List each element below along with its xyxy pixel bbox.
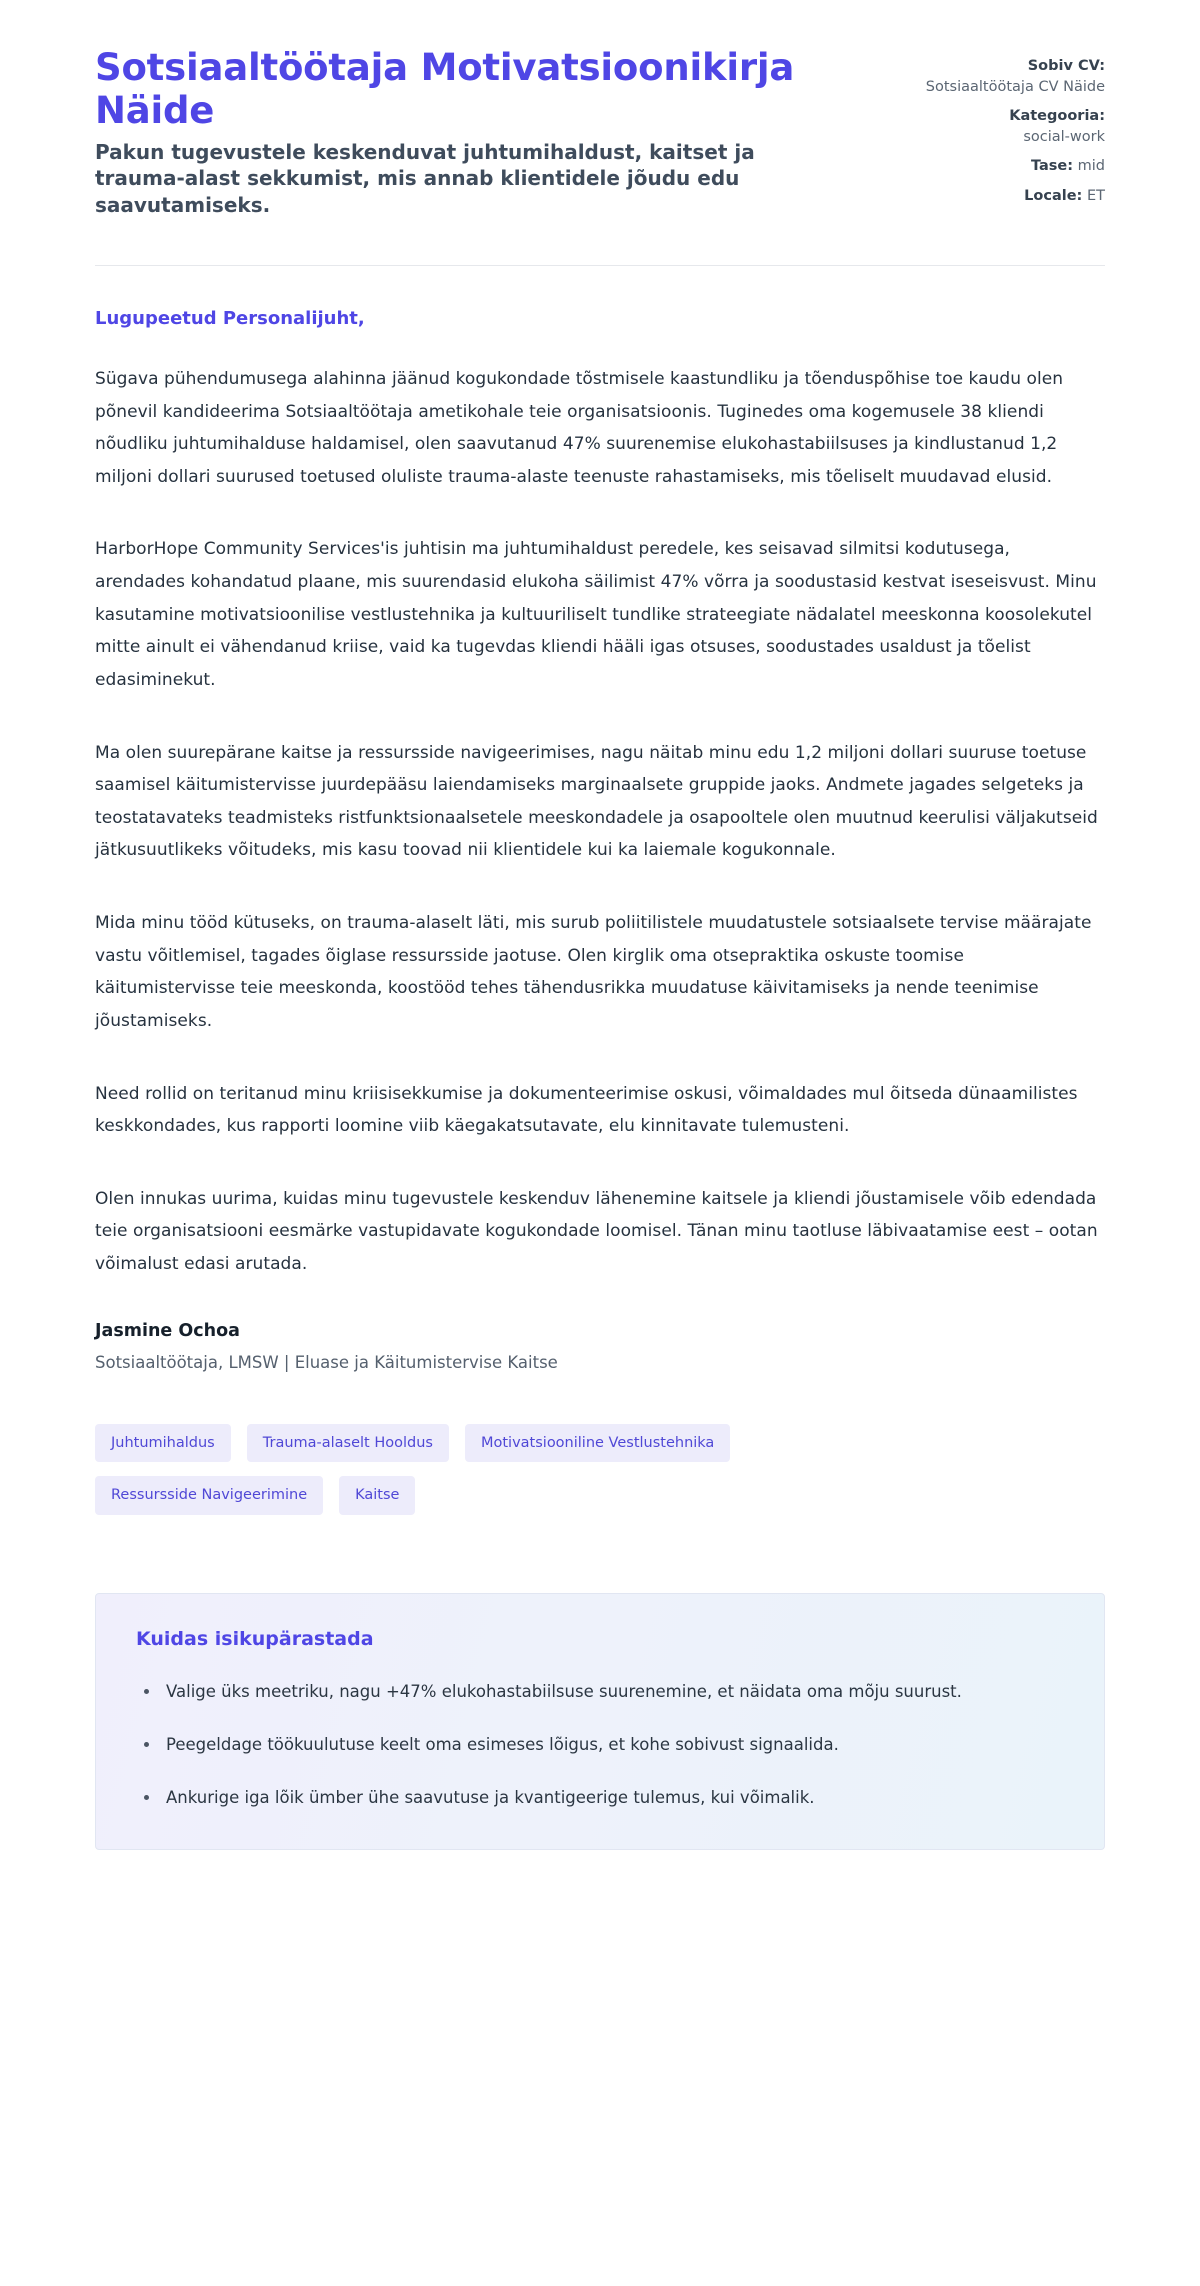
skill-tag-list — [95, 1424, 815, 1515]
signature-name: Jasmine Ochoa — [95, 1320, 240, 1341]
letter-paragraphs — [95, 363, 1105, 1281]
meta-locale-label: Locale: — [1024, 187, 1083, 204]
signature-block — [95, 1321, 1105, 1372]
skill-tag[interactable]: Ressursside Navigeerimine — [95, 1476, 323, 1515]
meta-locale-value: ET — [1086, 187, 1105, 204]
callout-list-item: Peegeldage töökuulutuse keelt oma esimeses lõigus, et kohe sobivust signaalida. — [158, 1729, 1064, 1760]
meta-category — [895, 106, 1105, 147]
callout-list — [136, 1676, 1064, 1813]
callout-list-item: Ankurige iga lõik ümber ühe saavutuse ja kvantigeerige tulemus, kui võimalik. — [158, 1782, 1064, 1813]
meta-matching-cv-value: Sotsiaaltöötaja CV Näide — [925, 78, 1105, 95]
callout-title: Kuidas isikupärastada — [136, 1627, 374, 1650]
meta-level — [895, 156, 1105, 177]
document-header — [95, 46, 1105, 219]
page-subtitle: Pakun tugevustele keskenduvat juhtumihaldust, kaitset ja trauma-alast sekkumist, mis annab klientidele jõudu edu saavutamiseks. — [95, 139, 755, 218]
skill-tag[interactable]: Trauma-alaselt Hooldus — [247, 1424, 449, 1463]
header-title-group — [95, 46, 855, 219]
page-title: Sotsiaaltöötaja Motivatsioonikirja Näide — [95, 46, 795, 133]
letter-body — [95, 266, 1105, 1281]
letter-paragraph: HarborHope Community Services'is juhtisin ma juhtumihaldust peredele, kes seisavad silmitsi kodutusega, arendades kohandatud plaane, mis suurendasid elukoha säilimist 47% võrra ja soodustasid kestvat iseseisvust. Minu kasutamine motivatsioonilise vestlustehnika ja kultuuriliselt tundlike strateegiate nädalatel meeskonna koosolekutel mitte ainult ei vähendanud kriise, vaid ka tugevdas kliendi hääli igas otsuses, soodustades usaldust ja tõelist edasiminekut. — [95, 539, 1097, 690]
meta-matching-cv-label: Sobiv CV: — [1027, 58, 1105, 74]
letter-paragraph: Ma olen suurepärane kaitse ja ressursside navigeerimises, nagu näitab minu edu 1,2 miljoni dollari suuruse toetuse saamisel käitumistervisse juurdepääsu laiendamiseks marginaalsete gruppide jaoks. Andmete jagades selgeteks ja teostatavateks teadmisteks ristfunktsionaalsetele meeskondadele ja osapooltele olen muutnud keerulisi väljakutseid jätkusuutlikeks võitudeks, mis kasu toovad nii klientidele kui ka laiemale kogukonnale. — [95, 742, 1098, 861]
skill-tag[interactable]: Juhtumihaldus — [95, 1424, 231, 1463]
meta-matching-cv — [895, 56, 1105, 97]
meta-category-label: Kategooria: — [1009, 108, 1105, 125]
skill-tag[interactable]: Motivatsiooniline Vestlustehnika — [465, 1424, 730, 1463]
letter-paragraph: Olen innukas uurima, kuidas minu tugevustele keskenduv lähenemine kaitsele ja kliendi jõustamisele võib edendada teie organisatsiooni eesmärke vastupidavate kogukondade loomisel. Tänan minu taotluse läbivaatamise eest – ootan võimalust edasi arutada. — [95, 1188, 1098, 1275]
cover-letter-page — [95, 0, 1105, 1910]
letter-paragraph: Need rollid on teritanud minu kriisisekkumise ja dokumenteerimise oskusi, võimaldades mul õitseda dünaamilistes keskkondades, kus rapporti loomine viib käegakatsutavate, elu kinnitavate tulemusteni. — [95, 1083, 1078, 1137]
signature-role: Sotsiaaltöötaja, LMSW | Eluase ja Käitumistervise Kaitse — [95, 1352, 558, 1372]
letter-paragraph: Sügava pühendumusega alahinna jäänud kogukondade tõstmisele kaastundliku ja tõenduspõhise toe kaudu olen põnevil kandideerima Sotsiaaltöötaja ametikohale teie organisatsioonis. Tuginedes oma kogemusele 38 kliendi nõudliku juhtumihalduse haldamisel, olen saavutanud 47% suurenemise elukohastabiilsuses ja kindlustanud 1,2 miljoni dollari suurused toetused oluliste trauma-alaste teenuste rahastamiseks, mis tõeliselt muudavad elusid. — [95, 368, 1064, 487]
meta-level-value: mid — [1077, 158, 1105, 175]
letter-salutation: Lugupeetud Personalijuht, — [95, 307, 365, 329]
document-meta — [895, 46, 1105, 206]
skill-tag[interactable]: Kaitse — [339, 1476, 415, 1515]
meta-category-value: social-work — [1023, 128, 1105, 145]
personalization-callout — [95, 1593, 1105, 1850]
meta-level-label: Tase: — [1030, 158, 1074, 175]
letter-paragraph: Mida minu tööd kütuseks, on trauma-alaselt läti, mis surub poliitilistele muudatustele sotsiaalsete tervise määrajate vastu võitlemisel, tagades õiglase ressursside jaotuse. Olen kirglik oma otsepraktika oskuste toomise käitumistervisse teie meeskonda, koostööd tehes tähendusrikka muudatuse käivitamiseks ja nende teenimise jõustamiseks. — [95, 913, 1092, 1031]
meta-locale — [895, 186, 1105, 207]
callout-list-item: Valige üks meetriku, nagu +47% elukohastabiilsuse suurenemine, et näidata oma mõju suurust. — [158, 1676, 1064, 1707]
